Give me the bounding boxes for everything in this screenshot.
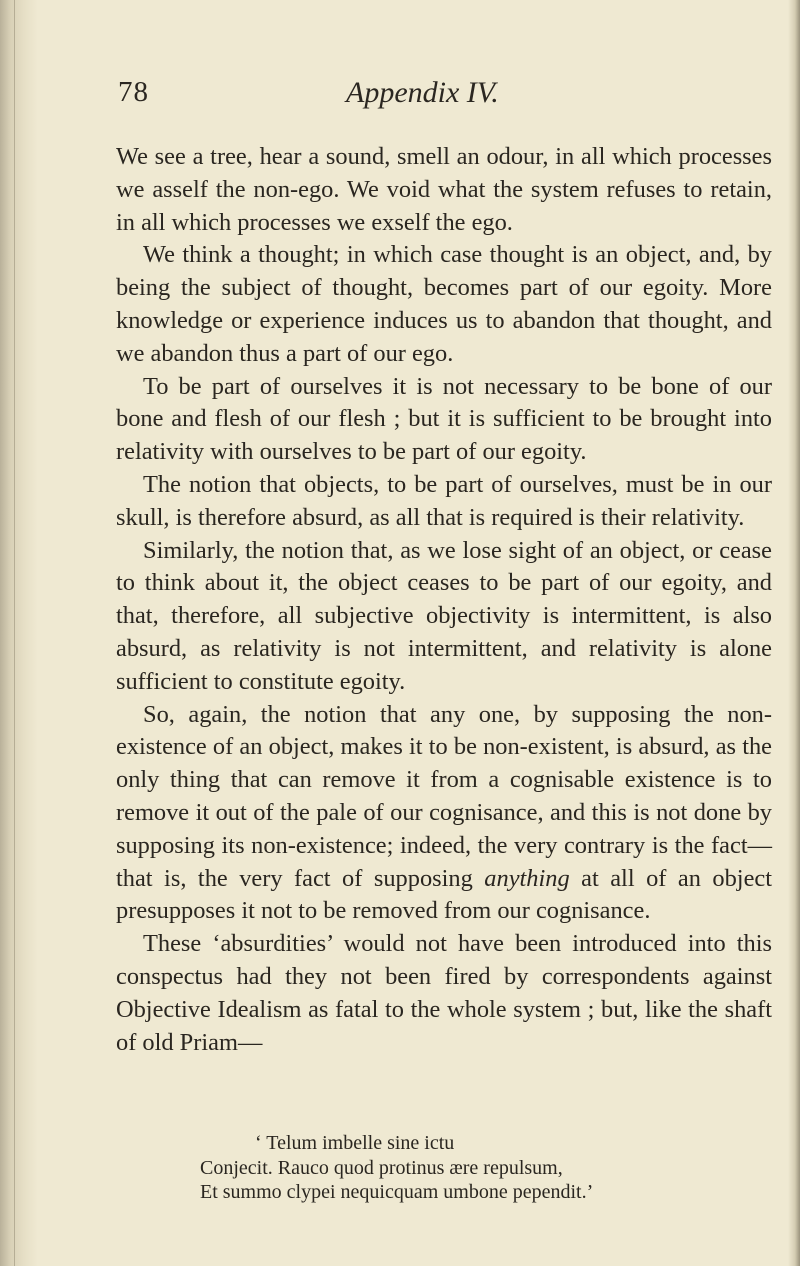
quotation-line-3: Et summo clypei nequicquam umbone pependit.’ bbox=[200, 1181, 594, 1203]
paragraph-4: The notion that objects, to be part of ourselves, must be in our skull, is therefore absurd, as all that is required is their relativity. bbox=[116, 470, 772, 531]
page-gutter-shadow bbox=[0, 0, 38, 1266]
paragraph-5: Similarly, the notion that, as we lose sight of an object, or cease to think about it, the object ceases to be part of our egoity, and that, therefore, all subjective objectivity is intermittent, is also absurd, as relativity is not intermittent, and relativity is alone sufficient to constitute egoity. bbox=[116, 536, 772, 695]
binding-crease bbox=[14, 0, 15, 1266]
paragraph-6-text-start: So, again, the notion that any one, by supposing the non-existence of an object, makes it to be non-existent, is absurd, as the only thing that can remove it from a cognisable existence is to remove it out of the pale of our cognisance, and this is not done by supposing its non-existence; indeed, the very contrary is the fact—that is, the very fact of supposing bbox=[116, 700, 772, 892]
paragraph-2: We think a thought; in which case thought is an object, and, by being the subject of thought, becomes part of our egoity. More knowledge or experience induces us to abandon that thought, and we abandon thus a part of our ego. bbox=[116, 241, 772, 367]
paragraph-6 bbox=[116, 699, 772, 929]
body-text bbox=[116, 141, 772, 1059]
paragraph-6-emphasis: anything bbox=[484, 864, 570, 892]
page-edge-shadow bbox=[788, 0, 800, 1266]
running-head: Appendix IV. bbox=[346, 76, 499, 109]
paragraph-7: These ‘absurdities’ would not have been introduced into this conspectus had they not been fired by correspondents against Objective Idealism as fatal to the whole system ; but, like the shaft of old Priam— bbox=[116, 930, 772, 1056]
page-header bbox=[118, 76, 768, 116]
paragraph-1: We see a tree, hear a sound, smell an odour, in all which processes we asself the non-ego. We void what the system refuses to retain, in all which processes we exself the ego. bbox=[116, 143, 772, 236]
page-number: 78 bbox=[118, 76, 149, 108]
latin-quotation bbox=[200, 1131, 760, 1205]
quotation-line-1: ‘ Telum imbelle sine ictu bbox=[255, 1132, 455, 1154]
quotation-line-2: Conjecit. Rauco quod protinus ære repulsum, bbox=[200, 1156, 563, 1179]
paragraph-3: To be part of ourselves it is not necessary to be bone of our bone and flesh of our flesh ; but it is sufficient to be brought into relativity with ourselves to be part of our egoity. bbox=[116, 372, 772, 466]
paragraph-6-text-end: at all of an object presupposes it not to be removed from our cognisance. bbox=[116, 864, 773, 925]
